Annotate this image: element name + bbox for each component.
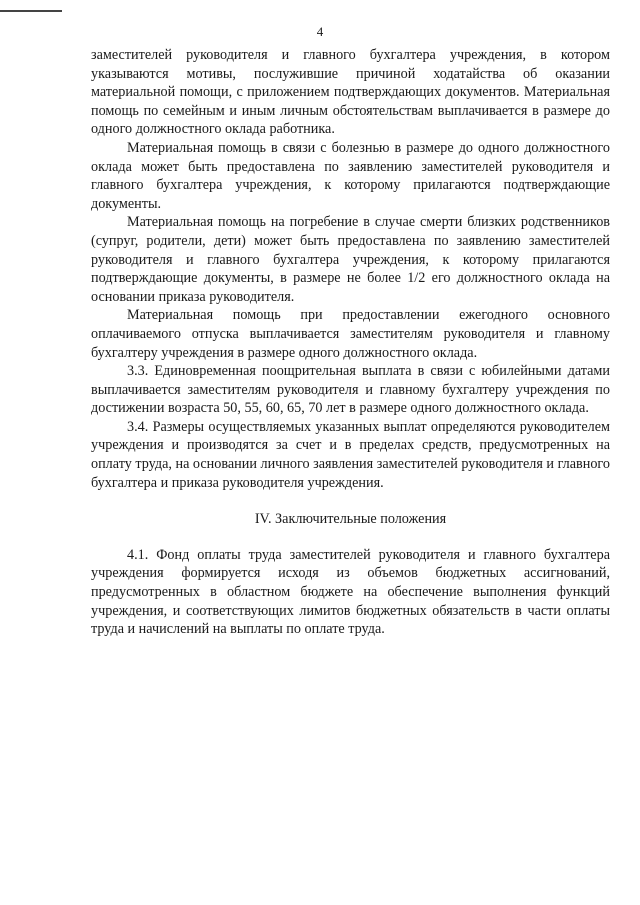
section-heading: IV. Заключительные положения: [254, 511, 447, 528]
paragraph-illness-aid: Материальная помощь в связи с болезнью в размере до одного должностного оклада может быть предоставлена по заявлению заместителей руководителя и главного бухгалтера учреждения, к которому прилагаются подтверждающие документы.: [91, 139, 610, 212]
paragraph-4-1: 4.1. Фонд оплаты труда заместителей руководителя и главного бухгалтера учреждения формируется исходя из объемов бюджетных ассигнований, предусмотренных в областном бюджете на обеспечение выполнения функций учреждения, и соответствующих лимитов бюджетных обязательств в части оплаты труда и начислений на выплаты по оплате труда.: [91, 546, 610, 638]
paragraph-vacation-aid: Материальная помощь при предоставлении ежегодного основного оплачиваемого отпуска выплачивается заместителям руководителя и главному бухгалтеру учреждения в размере одного должностного оклада.: [91, 307, 610, 361]
paragraph-continuation: заместителей руководителя и главного бухгалтера учреждения, в котором указываются мотивы, послужившие причиной ходатайства об оказании материальной помощи, с приложением подтверждающих документов. Материальная помощь по семейным и иным личным обстоятельствам выплачивается в размере до одного должностного оклада работника.: [91, 47, 610, 138]
paragraph-3-4: 3.4. Размеры осуществляемых указанных выплат определяются руководителем учреждения и производятся за счет и в пределах средств, предусмотренных на оплату труда, на основании личного заявления заместителей руководителя и главного бухгалтера и приказа руководителя учреждения.: [91, 418, 610, 491]
document-body: [91, 46, 610, 639]
page-number: 4: [316, 24, 324, 39]
paragraph-3-3: 3.3. Единовременная поощрительная выплата в связи с юбилейными датами выплачивается заместителям руководителя и главному бухгалтеру учреждения по достижении возраста 50, 55, 60, 65, 70 лет в размере одного должностного оклада.: [91, 363, 610, 417]
paragraph-funeral-aid: Материальная помощь на погребение в случае смерти близких родственников (супруг, родители, дети) может быть предоставлена по заявлению заместителей руководителя и главного бухгалтера учреждения, к которому прилагаются подтверждающие документы, в размере не более 1/2 его должностного оклада на основании приказа руководителя.: [91, 214, 610, 305]
header-rule: [0, 10, 62, 12]
